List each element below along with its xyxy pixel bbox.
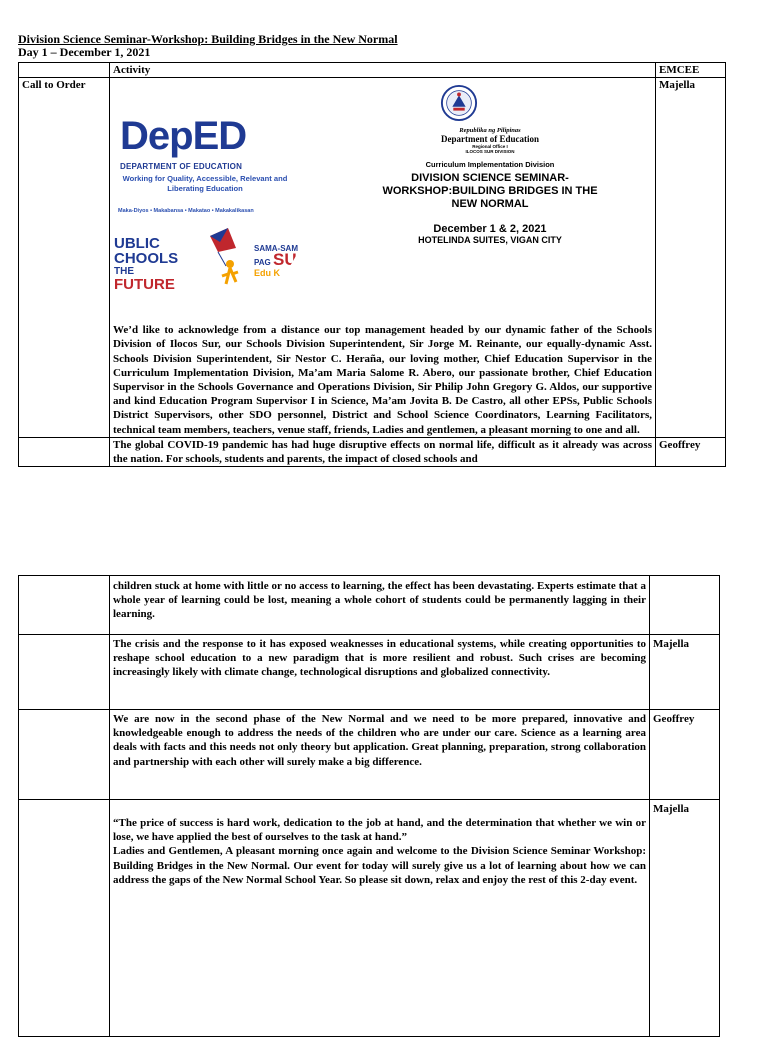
table-row — [19, 576, 720, 635]
event-date: December 1 & 2, 2021 — [433, 223, 547, 236]
event-info-panel — [330, 78, 650, 320]
activity-cell: We are now in the second phase of the New Normal and we need to be more prepared, innovative and knowledgeable enough to address the needs of the children who are under our care. Science as a learning area deals with facts and this needs not only theory but application. Great planning, preparation, strong collaboration and partnership with each other will surely make a big difference. — [110, 710, 650, 800]
emcee-cell: Majella — [650, 800, 720, 1037]
emcee-cell: Geoffrey — [656, 437, 726, 466]
segment-blank — [19, 635, 110, 710]
segment-blank — [19, 576, 110, 635]
event-name-line-1: DIVISION SCIENCE SEMINAR- — [411, 172, 569, 185]
kite-figure-icon — [206, 226, 248, 290]
segment-blank — [19, 437, 110, 466]
sama-edu: Edu K — [254, 268, 280, 279]
table-row — [19, 437, 726, 466]
quote-text: “The price of success is hard work, dedication to the job at hand, and the determination that whether we win or lose, we have applied the best of ourselves to the task at hand.” — [113, 817, 646, 844]
event-name — [330, 172, 650, 211]
seminar-title: Division Science Seminar-Workshop: Building Bridges in the New Normal — [18, 32, 398, 46]
header-blank — [19, 63, 110, 78]
division-label: ILOCOS SUR DIVISION — [465, 149, 515, 155]
header-activity: Activity — [110, 63, 656, 78]
segment-blank — [19, 710, 110, 800]
psf-line-2: CHOOLS — [114, 250, 179, 268]
program-table-page-2 — [18, 575, 720, 1037]
day-label: Day 1 – December 1, 2021 — [18, 45, 151, 59]
public-schools-future-logo — [114, 236, 178, 292]
activity-cell: children stuck at home with little or no access to learning, the effect has been devastating. Experts estimate that a whole year of learning could be lost, meaning a whole cohort of students could be permanently lagging in their learning. — [110, 576, 650, 635]
document-title — [18, 33, 398, 59]
activity-cell — [110, 800, 650, 1037]
psf-line-3: THE — [114, 266, 134, 278]
psf-line-4: FUTURE — [114, 276, 175, 294]
table-row — [19, 800, 720, 1037]
welcome-text: Ladies and Gentlemen, A pleasant morning once again and welcome to the Division Science Seminar Workshop: Building Bridges in the New Normal. Our event for today will surely give us a lot of learning about how we can address the gaps of the New Normal School Year. So please sit down, relax and enjoy the rest of this 2-day event. — [113, 845, 646, 886]
region-label: Regional Office I — [472, 144, 508, 150]
table-row — [19, 635, 720, 710]
cid-label: Curriculum Implementation Division — [425, 160, 555, 170]
program-table-page-1 — [18, 62, 726, 467]
activity-cell: The global COVID-19 pandemic has had huge disruptive effects on normal life, difficult as it already was across the nation. For schools, students and parents, the impact of closed schools and — [110, 437, 656, 466]
segment-blank — [19, 800, 110, 1037]
department-label: Department of Education — [441, 134, 539, 145]
deped-pillars: Maka-Diyos • Makabansa • Makatao • Makakalikasan — [118, 208, 254, 215]
deped-logo: DepED — [120, 114, 247, 159]
event-venue: HOTELINDA SUITES, VIGAN CITY — [418, 235, 562, 246]
deped-tagline: Working for Quality, Accessible, Relevant and Liberating Education — [122, 174, 288, 194]
emcee-cell — [650, 576, 720, 635]
emcee-cell: Majella — [656, 78, 726, 438]
psf-line-1: UBLIC — [114, 235, 160, 253]
sama-sama-logo — [254, 243, 298, 279]
segment-call-to-order: Call to Order — [19, 78, 110, 438]
activity-cell: The crisis and the response to it has exposed weaknesses in educational systems, while creating opportunities to reshape school education to a new paradigm that is more resilient and robust. Such crises are becoming increasingly likely with climate change, technological disruptions and globalized connectivity. — [110, 635, 650, 710]
deped-logo-panel — [114, 78, 310, 320]
sama-line-1: SAMA-SAM — [254, 244, 298, 254]
table-header-row — [19, 63, 726, 78]
republic-label: Republika ng Pilipinas — [459, 127, 521, 135]
emcee-cell: Majella — [650, 635, 720, 710]
activity-cell — [110, 78, 656, 438]
sama-line-2: PAG — [254, 258, 271, 268]
event-name-line-3: NEW NORMAL — [451, 198, 529, 211]
emcee-cell: Geoffrey — [650, 710, 720, 800]
table-row — [19, 710, 720, 800]
deped-department-label: DEPARTMENT OF EDUCATION — [120, 162, 243, 172]
table-row — [19, 78, 726, 438]
acknowledgement-text: We’d like to acknowledge from a distance our top management headed by our dynamic father of the Schools Division of Ilocos Sur, our Schools Division Superintendent, Sir Jorge M. Reinante, our equally-dynamic Asst. Schools Division Superintendent, Sir Nestor C. Heraña, our loving mother, Chief Education Supervisor in the Curriculum Implementation Division, Ma’am Maria Salome R. Abero, our passionate brother, Chief Education Supervisor in the Schools Governance and Operations Division, Sir Philip John Gregory G. Aldos, our supportive and kind Education Program Supervisor I in Science, Ma’am Jovita B. De Castro, all other EPSs, Public Schools District Supervisors, other SDO personnel, District and School Science Coordinators, Learning Facilitators, technical team members, teachers, venue staff, friends, Ladies and gentlemen, a pleasant morning to one and all. — [113, 324, 652, 436]
event-banner-image — [112, 78, 652, 320]
deped-seal-icon — [440, 84, 478, 122]
event-name-line-2: WORKSHOP:BUILDING BRIDGES IN THE — [382, 185, 598, 198]
header-emcee: EMCEE — [656, 63, 726, 78]
sama-sul: SU — [272, 250, 297, 270]
